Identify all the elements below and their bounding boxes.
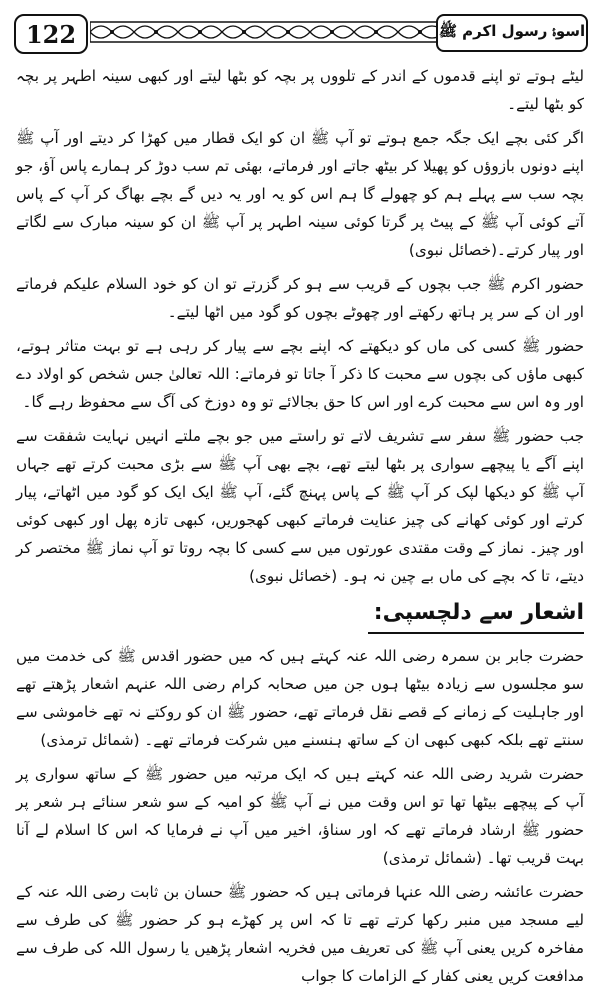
paragraph-1: لیٹے ہوتے تو اپنے قدموں کے اندر کے تلووں پر بچہ کو بٹھا لیتے اور کبھی سینہ اطہر پر بچہ کو بٹھا لیتے۔: [16, 67, 584, 113]
running-title: اسوۂ رسول اکرم ﷺ: [436, 14, 588, 52]
section-heading: اشعار سے دلچسپی:: [368, 596, 584, 634]
ornamental-border-icon: [90, 20, 446, 44]
section-paragraph-1: حضرت جابر بن سمرہ رضی اللہ عنہ کہتے ہیں کہ میں حضور اقدس ﷺ کی خدمت میں سو مجلسوں سے زیادہ بیٹھا ہوں جن میں صحابہ کرام رضی اللہ عنہم اشعار پڑھتے تھے اور جاہلیت کے زمانے کے قصے نقل فرماتے تھے، حضور ﷺ ان کو روکتے نہ تھے خاموشی سے سنتے تھے بلکہ کبھی کبھی ان کے ساتھ ہنسنے میں شرکت فرماتے تھے۔ (شمائل ترمذی): [16, 647, 584, 749]
paragraph-5: جب حضور ﷺ سفر سے تشریف لاتے تو راستے میں جو بچے ملتے انہیں نہایت شفقت سے اپنے آگے یا پیچھے سواری پر بٹھا لیتے تھے، بچے بھی آپ ﷺ سے بڑی محبت کرتے تھے جہاں آپ ﷺ کو دیکھا لپک کر آپ ﷺ کے پاس پہنچ گئے، آپ ﷺ ایک ایک کو گود میں اٹھاتے، پیار کرتے اور کوئی کھانے کی چیز عنایت فرماتے کبھی کھجوریں، کبھی تازہ پھل اور کبھی کوئی اور چیز۔ نماز کے وقت مقتدی عورتوں میں سے کسی کا بچہ روتا تو آپ نماز ﷺ مختصر کر دیتے، تا کہ بچے کی ماں بے چین نہ ہو۔ (خصائل نبوی): [16, 427, 584, 585]
paragraph-4: حضور ﷺ کسی کی ماں کو دیکھتے کہ اپنے بچے سے پیار کر رہی ہے تو بہت متاثر ہوتے، کبھی ماؤں کی بچوں سے محبت کا ذکر آ جاتا تو فرماتے: اللہ تعالیٰ جس شخص کو اولاد دے اور وہ اس سے محبت کرے اور اس کا حق بجالائے تو وہ دوزخ کی آگ سے محفوظ رہے گا۔: [16, 337, 584, 411]
page-body: [16, 62, 584, 996]
page-number: 122: [14, 14, 88, 54]
page-header: [8, 10, 592, 54]
paragraph-3: حضور اکرم ﷺ جب بچوں کے قریب سے ہو کر گزرتے تو ان کو خود السلام علیکم فرماتے اور ان کے سر پر ہاتھ رکھتے اور چھوٹے بچوں کو گود میں اٹھا لیتے۔: [16, 275, 584, 321]
paragraph-2: اگر کئی بچے ایک جگہ جمع ہوتے تو آپ ﷺ ان کو ایک قطار میں کھڑا کر دیتے اور آپ ﷺ اپنے دونوں بازوؤں کو پھیلا کر بیٹھ جاتے اور فرماتے، بھئی تم سب دوڑ کر ہمارے پاس آؤ، جو بچہ سب سے پہلے ہم کو چھولے گا ہم اس کو یہ اور یہ دیں گے بچے بھاگ کر آپ کے پاس آتے کوئی آپ ﷺ کے پیٹ پر گرتا کوئی سینہ اطہر پر آپ ﷺ ان کو سینہ مبارک سے لگاتے اور پیار کرتے۔(خصائل نبوی): [16, 129, 584, 259]
section-paragraph-3: حضرت عائشہ رضی اللہ عنہا فرماتی ہیں کہ حضور ﷺ حسان بن ثابت رضی اللہ عنہ کے لیے مسجد میں منبر رکھا کرتے تھے تا کہ اس پر کھڑے ہو کر حضور ﷺ کی طرف سے مفاخرہ کریں یعنی آپ ﷺ کی تعریف میں فخریہ اشعار پڑھیں یا رسول اللہ کی طرف سے مدافعت کریں یعنی کفار کے الزامات کا جواب: [16, 883, 584, 985]
section-paragraph-2: حضرت شرید رضی اللہ عنہ کہتے ہیں کہ ایک مرتبہ میں حضور ﷺ کے ساتھ سواری پر آپ کے پیچھے بیٹھا تھا تو اس وقت میں نے آپ ﷺ کو امیہ کے سو شعر سنائے ہر شعر پر حضور ﷺ ارشاد فرماتے تھے کہ اور سناؤ، اخیر میں آپ نے فرمایا کہ اس کا اسلام لے آنا بہت قریب تھا۔ (شمائل ترمذی): [16, 765, 584, 867]
section-heading-row: [16, 596, 584, 634]
